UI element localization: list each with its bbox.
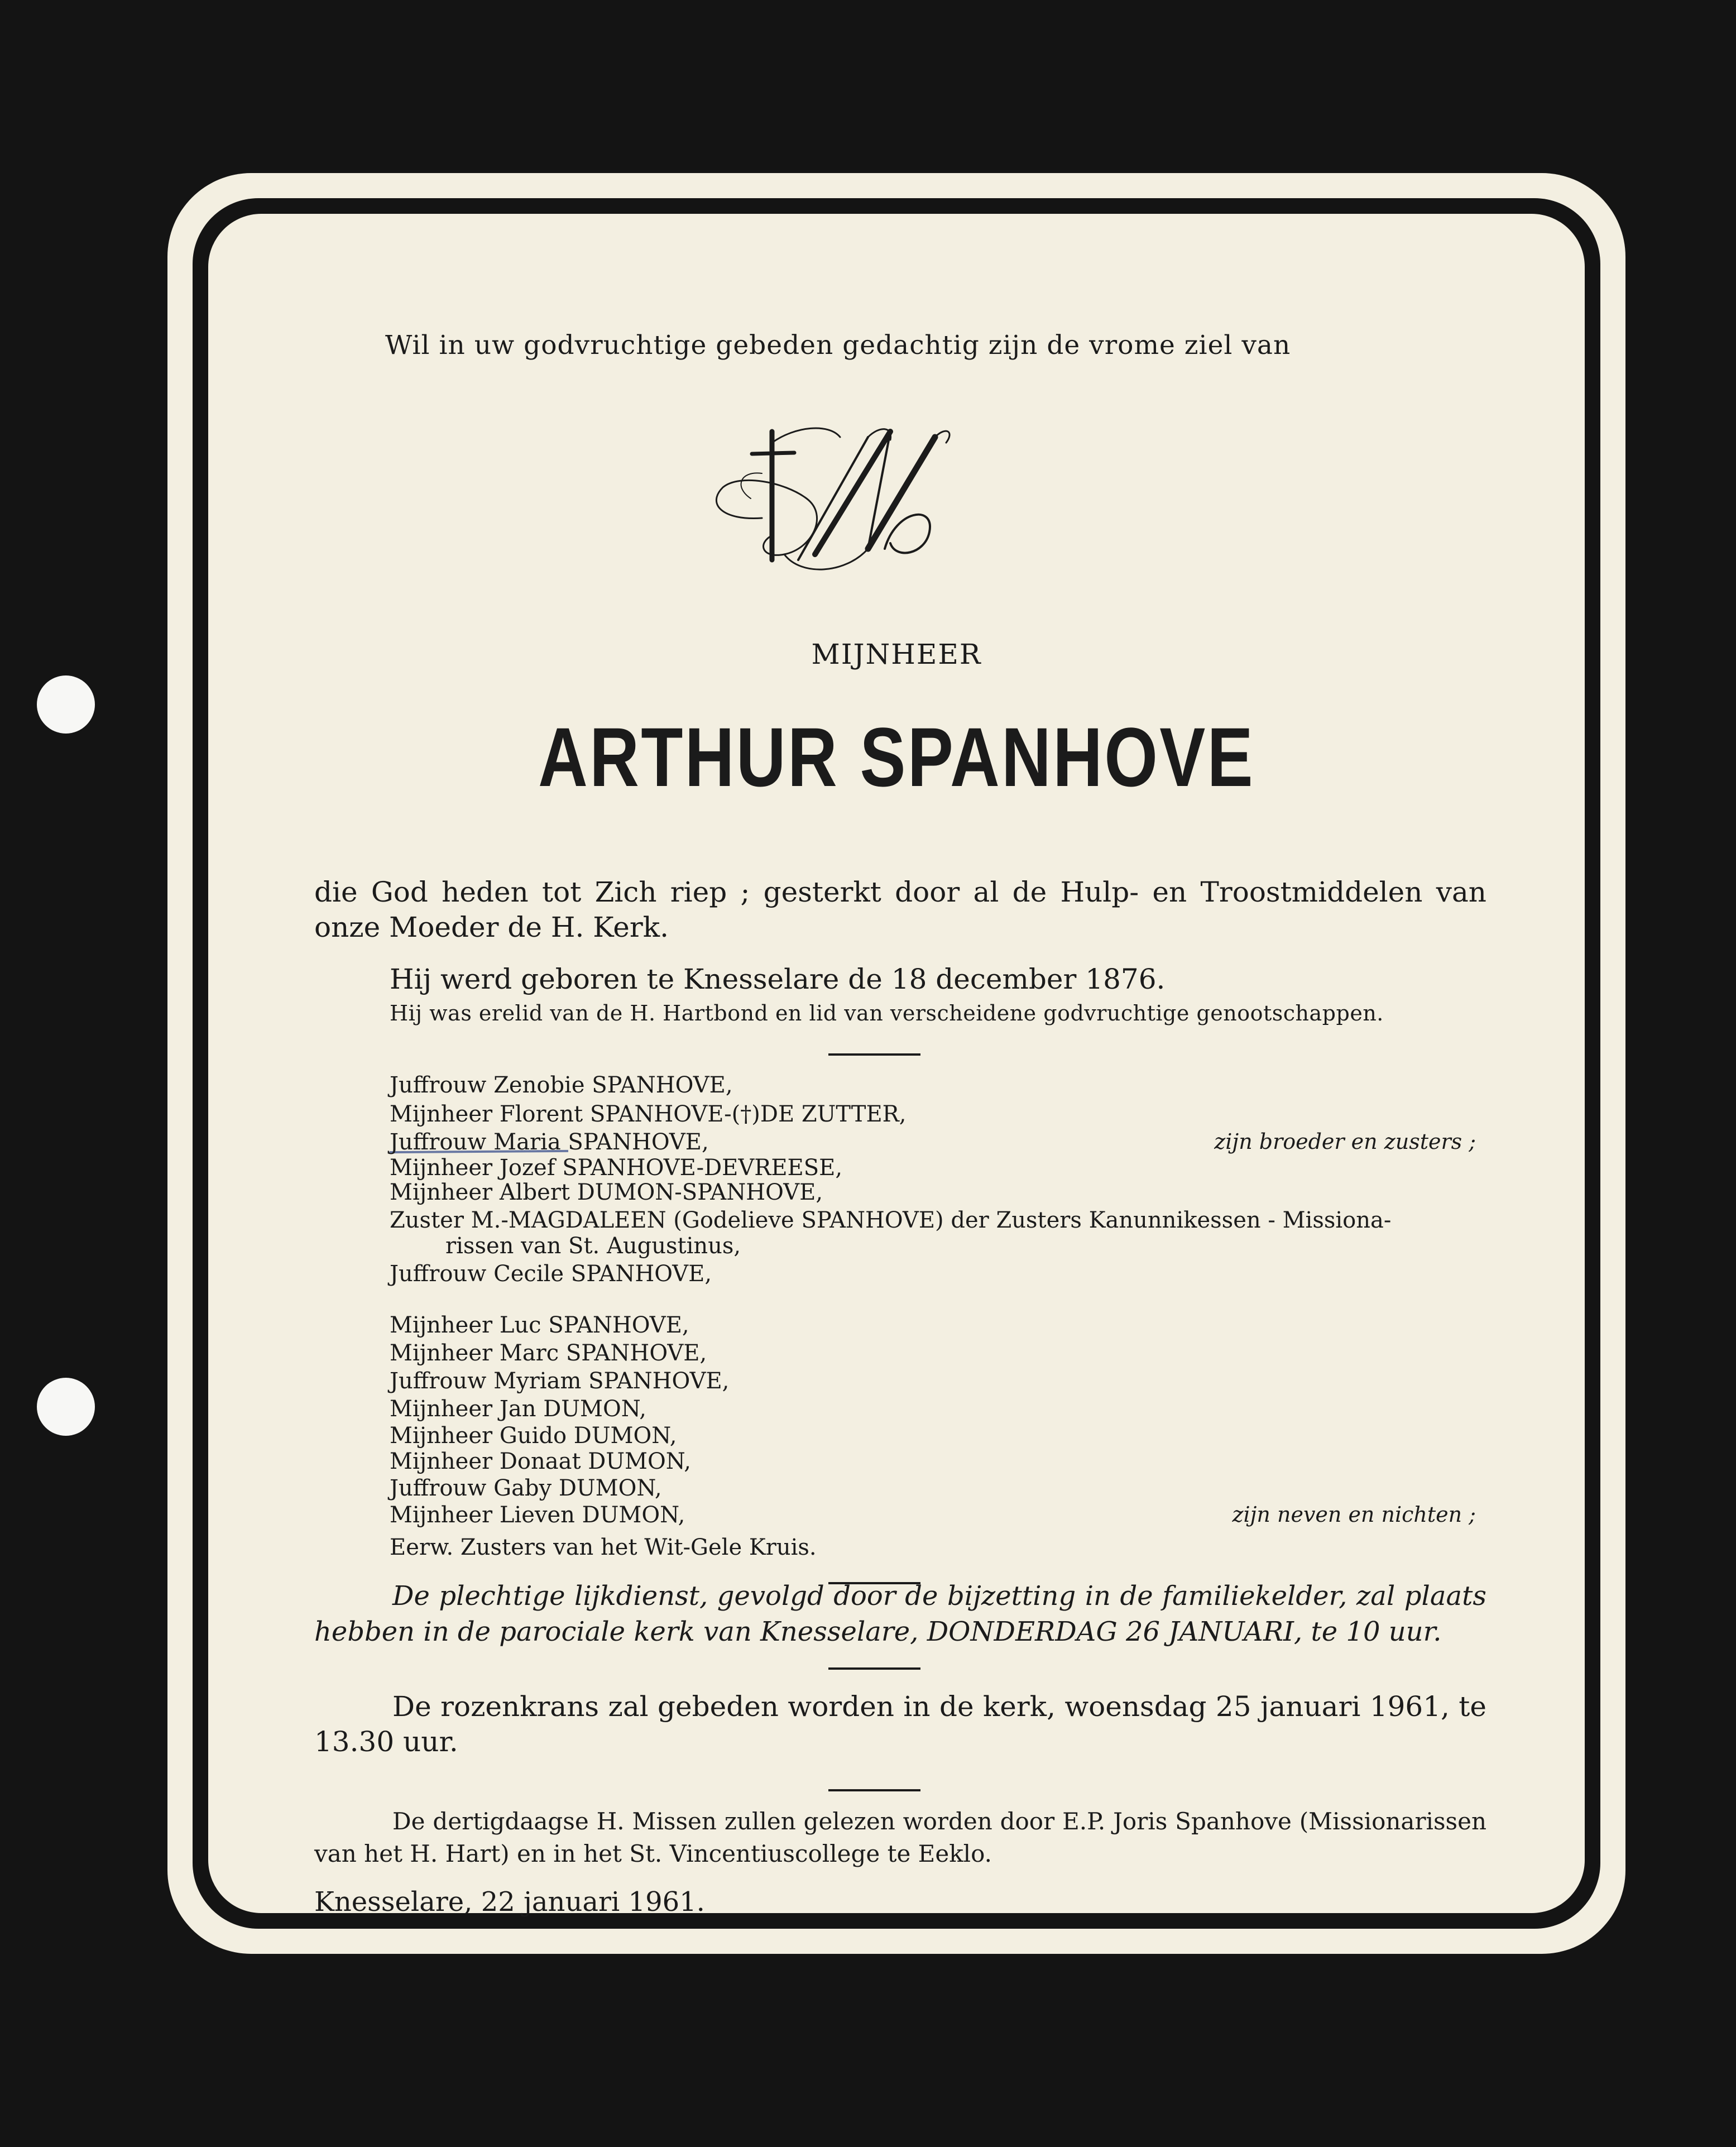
sibling-line: Mijnheer Jozef SPANHOVE-DEVREESE, <box>390 1155 843 1181</box>
cross-and-M-monogram-icon <box>701 420 957 582</box>
nephew-line: Mijnheer Jan DUMON, <box>390 1396 646 1422</box>
divider-3 <box>828 1667 920 1670</box>
deceased-name: ARTHUR SPANHOVE <box>538 710 1255 804</box>
binder-hole-top <box>37 675 95 734</box>
nephew-line: Mijnheer Marc SPANHOVE, <box>390 1340 707 1366</box>
rosary-paragraph: De rozenkrans zal gebeden worden in de kerk, woensdag 25 januari 1961, te 13.30 uur. <box>314 1690 1486 1758</box>
nephew-line: Mijnheer Lieven DUMON, <box>390 1502 685 1528</box>
siblings-role-label: zijn broeder en zusters ; <box>1214 1129 1476 1154</box>
funeral-paragraph: De plechtige lijkdienst, gevolgd door de bijzetting in de familiekelder, zal plaats hebben in de parociale kerk van Knesselare, DONDERDAG 26 JANUARI, te 10 uur. <box>314 1580 1486 1647</box>
sibling-line: Zuster M.-MAGDALEEN (Godelieve SPANHOVE) der Zusters Kanunnikessen - Missiona- <box>390 1207 1392 1233</box>
nephew-line: Juffrouw Myriam SPANHOVE, <box>390 1368 730 1394</box>
birth-line: Hij werd geboren te Knesselare de 18 december 1876. <box>390 963 1166 995</box>
nephew-line: Juffrouw Gaby DUMON, <box>390 1475 662 1501</box>
sibling-line: Mijnheer Florent SPANHOVE-(†)DE ZUTTER, <box>390 1101 907 1127</box>
congregation-line: Eerw. Zusters van het Wit-Gele Kruis. <box>390 1535 817 1560</box>
opening-paragraph: die God heden tot Zich riep ; gesterkt door al de Hulp- en Troostmiddelen van onze Moeder de H. Kerk. <box>314 876 1486 943</box>
place-and-date: Knesselare, 22 januari 1961. <box>314 1886 705 1918</box>
membership-line: Hij was erelid van de H. Hartbond en lid van verscheidene godvruchtige genootschappen. <box>390 1001 1384 1025</box>
divider-4 <box>828 1789 920 1791</box>
binder-hole-bottom <box>37 1378 95 1436</box>
honorific-title: MIJNHEER <box>811 638 982 670</box>
sibling-line: Mijnheer Albert DUMON-SPANHOVE, <box>390 1180 823 1205</box>
nephews-role-label: zijn neven en nichten ; <box>1232 1502 1476 1527</box>
masses-paragraph: De dertigdaagse H. Missen zullen gelezen worden door E.P. Joris Spanhove (Missionarissen van het H. Hart) en in het St. Vincentiuscollege te Eeklo. <box>314 1808 1486 1867</box>
nephew-line: Mijnheer Donaat DUMON, <box>390 1449 691 1474</box>
sibling-line: rissen van St. Augustinus, <box>445 1233 741 1259</box>
nephew-line: Mijnheer Luc SPANHOVE, <box>390 1312 689 1338</box>
intro-line: Wil in uw godvruchtige gebeden gedachtig zijn de vrome ziel van <box>385 330 1291 361</box>
sibling-line: Juffrouw Cecile SPANHOVE, <box>390 1261 712 1287</box>
sibling-line: Juffrouw Maria SPANHOVE, <box>390 1129 709 1155</box>
divider-1 <box>828 1053 920 1056</box>
nephew-line: Mijnheer Guido DUMON, <box>390 1423 677 1449</box>
notice-card <box>208 214 1585 1918</box>
sibling-line: Juffrouw Zenobie SPANHOVE, <box>390 1072 733 1098</box>
